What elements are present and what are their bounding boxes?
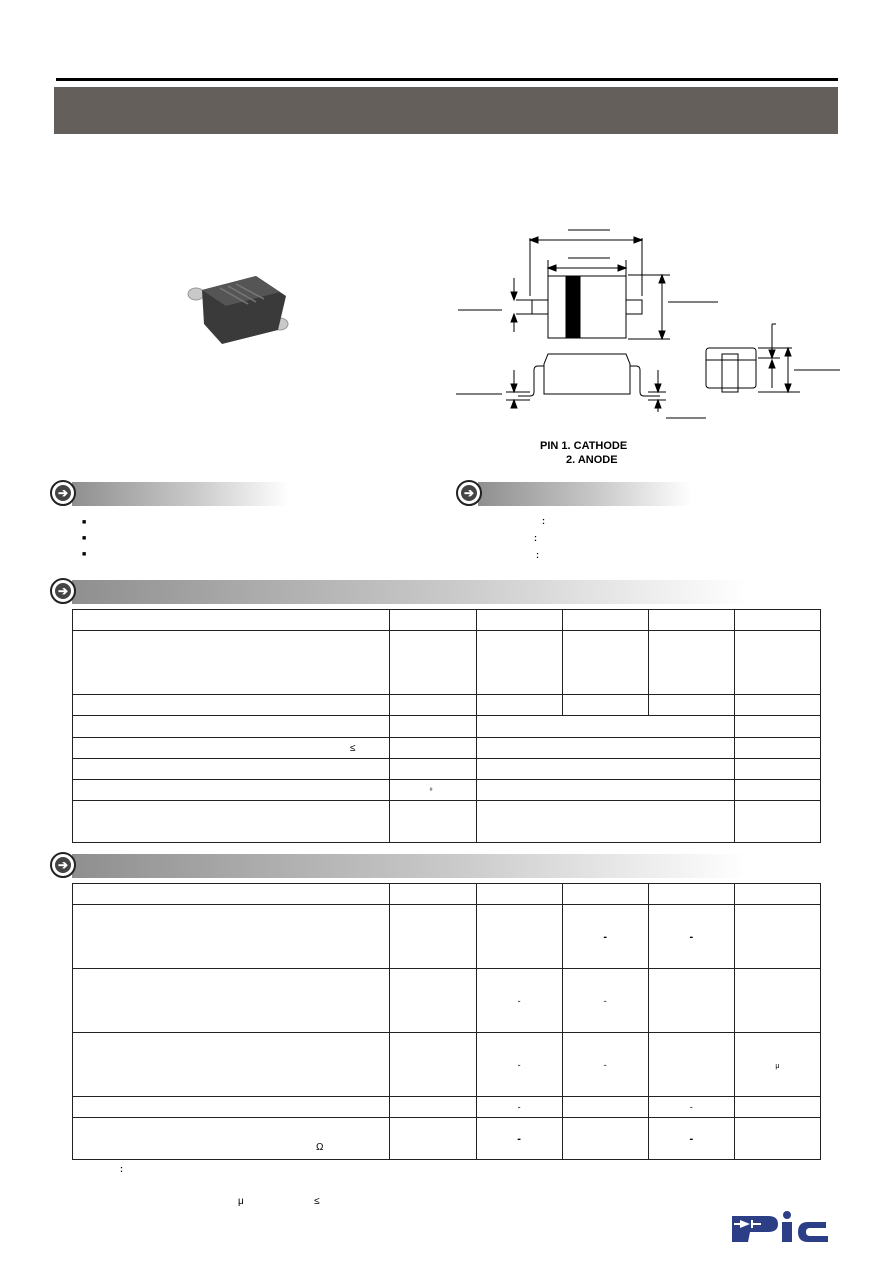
table-row [73, 801, 821, 843]
component-photo [180, 268, 300, 348]
micro-symbol: μ [775, 1062, 780, 1070]
table-row [73, 884, 821, 905]
section-header-electrical [50, 852, 750, 880]
table-row [73, 716, 821, 738]
bullet-1: ■ [82, 519, 87, 526]
bullet-3: ■ [82, 551, 87, 558]
pin-1-label: PIN 1. CATHODE [540, 440, 628, 452]
ratings-table [72, 609, 821, 843]
dash: - [603, 1059, 607, 1070]
arrow-circle-icon: ➔ [50, 480, 76, 506]
dash: - [689, 1102, 693, 1112]
section-header-mechanical [456, 480, 696, 508]
arrow-circle-icon: ➔ [50, 852, 76, 878]
degree-symbol: º [429, 788, 433, 795]
le-symbol-note: ≤ [314, 1196, 320, 1207]
dash: - [603, 930, 608, 943]
table-row [73, 631, 821, 695]
dash: - [517, 995, 521, 1006]
section-header-features [50, 480, 290, 508]
colon-2: : [534, 533, 537, 543]
dash: - [603, 995, 607, 1006]
table-row [73, 1033, 821, 1097]
le-symbol: ≤ [349, 742, 356, 754]
colon-3: : [536, 550, 539, 560]
bullet-2: ■ [82, 535, 87, 542]
dash: - [517, 1132, 521, 1145]
omega-symbol: Ω [315, 1142, 324, 1153]
notes-colon: : [120, 1164, 123, 1174]
colon-1: : [542, 516, 545, 526]
electrical-table [72, 883, 821, 1160]
table-row [73, 1097, 821, 1118]
dash: - [689, 1132, 694, 1145]
title-bar [54, 87, 838, 134]
table-row [73, 610, 821, 631]
section-header-ratings [50, 578, 750, 606]
dash: - [517, 1059, 521, 1070]
top-rule [56, 78, 838, 81]
table-row [73, 695, 821, 716]
pic-logo [728, 1208, 832, 1244]
table-row [73, 969, 821, 1033]
arrow-circle-icon: ➔ [456, 480, 482, 506]
pin-2-label: 2. ANODE [566, 454, 618, 466]
table-row [73, 759, 821, 780]
package-outline-drawing [440, 220, 840, 440]
dash: - [689, 930, 694, 943]
mu-symbol: μ [238, 1196, 244, 1207]
dash: - [517, 1102, 521, 1112]
table-row [73, 905, 821, 969]
arrow-circle-icon: ➔ [50, 578, 76, 604]
table-row [73, 738, 821, 759]
table-row [73, 780, 821, 801]
table-row [73, 1118, 821, 1160]
